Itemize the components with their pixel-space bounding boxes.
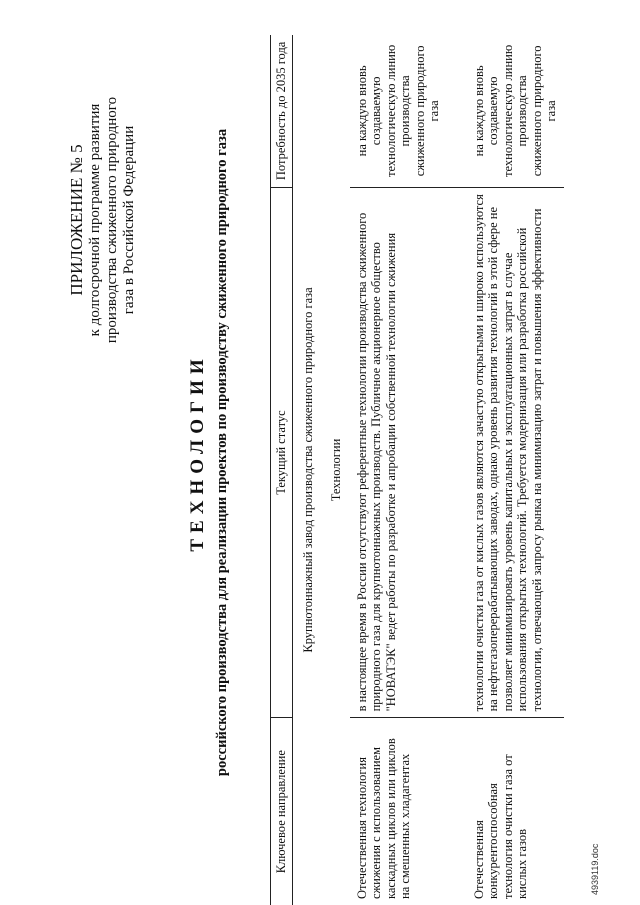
appendix-title: ПРИЛОЖЕНИЕ № 5 [67, 144, 86, 296]
section-row-tech [321, 35, 350, 905]
table-row [350, 35, 447, 905]
document-code: 4939119.doc [590, 843, 600, 895]
row-1-demand: на каждую вновь создаваемую технологическую линию производства сжиженного природного газа [354, 44, 441, 177]
section-plant-label: Крупнотоннажный завод производства сжиженного природного газа [300, 287, 315, 653]
row-2-demand: на каждую вновь создаваемую технологическую линию производства сжиженного природного газа [471, 44, 558, 177]
row-spacer [447, 35, 467, 905]
technologies-table [270, 35, 564, 905]
section-row-plant [292, 35, 321, 905]
appendix-line-2: производства сжиженного природного [104, 96, 120, 344]
header-demand: Потребность до 2035 года [271, 35, 293, 187]
header-direction: Ключевое направление [271, 718, 293, 905]
row-2-status: технологии очистки газа от кислых газов являются зачастую открытыми и широко используются на нефтегазоперерабатывающих заводах, однако уровень развития технологий в этой сфере не позволяет минимизировать уровень капитальных и эксплуатационных затрат в случае использования открытых технологий. Требуется модернизация или разработка российской технологии, отвечающей запросу рынка на минимизацию затрат и повышения эффективности [467, 187, 564, 718]
table-header-row [271, 35, 293, 905]
appendix-line-3: газа в Российской Федерации [121, 125, 137, 315]
document-subtitle: российского производства для реализации проектов по производству сжиженного природного газа [214, 128, 230, 777]
row-2-direction: Отечественная конкурентоспособная технология очистки газа от кислых газов [467, 718, 564, 905]
table-row [467, 35, 564, 905]
row-1-status: в настоящее время в России отсутствуют референтные технологии производства сжиженного природного газа для крупнотоннажных производств. Публичное акционерное общество "НОВАТЭК" ведет работы по разработке и апробации собственной технологии сжижения [350, 187, 447, 718]
header-status: Текущий статус [271, 187, 293, 718]
appendix-header [68, 60, 138, 380]
section-tech-label: Технологии [329, 438, 343, 502]
appendix-line-1: к долгосрочной программе развития [87, 103, 103, 337]
row-1-direction: Отечественная технология сжижения с использованием каскадных циклов или циклов на смешенных хладагентах [350, 718, 447, 905]
document-title: ТЕХНОЛОГИИ [187, 353, 208, 552]
